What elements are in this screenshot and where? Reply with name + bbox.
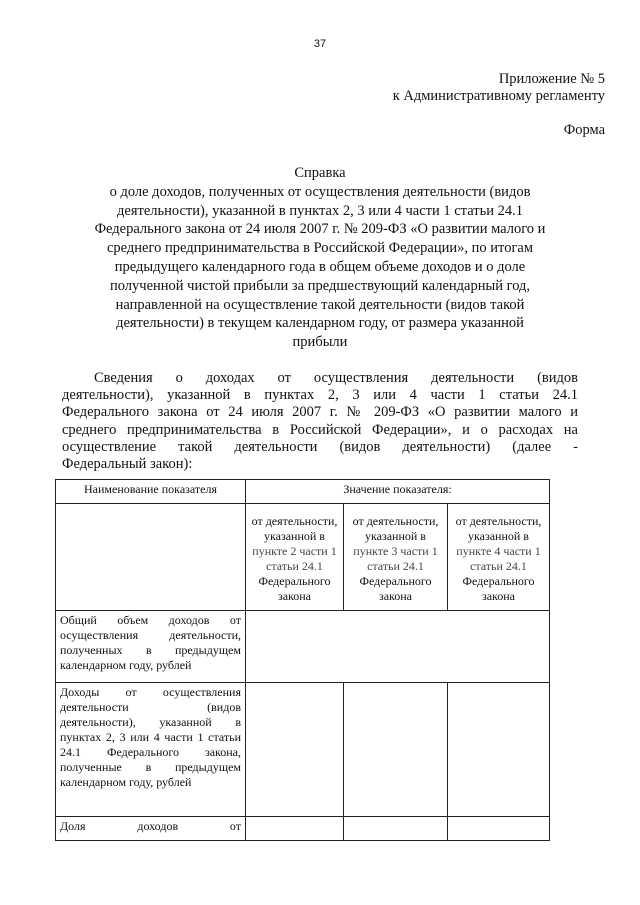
- subheader-point-4: от деятельности, указанной в пункте 4 части 1 статьи 24.1 Федерального закона: [448, 504, 550, 611]
- title-line: прибыли: [292, 334, 348, 351]
- subheader-point-2: от деятельности, указанной в пункте 2 части 1 статьи 24.1 Федерального закона: [246, 504, 344, 611]
- table-subheader-row: [56, 504, 550, 611]
- intro-line: Федерального закона от 24 июля 2007 г. № 209-ФЗ «О развитии малого и: [62, 404, 578, 421]
- title-line: среднего предпринимательства в Российской Федерации», по итогам: [106, 240, 533, 257]
- value-cell-total-income[interactable]: [246, 611, 550, 683]
- row-label-activity-income: Доходы от осуществления деятельности (видов деятельности), указанной в пунктах 2, 3 или 4 части 1 статьи 24.1 Федерального закона, полученные в предыдущем календарном году, рублей: [56, 683, 246, 817]
- row-label-income-share: Доля доходов от: [56, 817, 246, 841]
- col-name-header: Наименование показателя: [56, 480, 246, 504]
- intro-line: среднего предпринимательства в Российской Федерации», и о расходах на: [62, 421, 578, 438]
- value-cell-point-2[interactable]: [246, 683, 344, 817]
- table-row: [56, 683, 550, 817]
- annex-title: Приложение № 5: [498, 71, 605, 87]
- annex-subtitle: к Административному регламенту: [392, 88, 605, 104]
- intro-line: Сведения о доходах от осуществления деятельности (видов: [94, 370, 578, 386]
- table-row: [56, 817, 550, 841]
- document-title: [62, 164, 578, 352]
- title-line: о доле доходов, полученных от осуществления деятельности (видов: [109, 183, 531, 200]
- title-line: Справка: [294, 165, 346, 181]
- title-line: предыдущего календарного года в общем объеме доходов и о доле: [114, 258, 526, 275]
- table-header-row: [56, 480, 550, 504]
- title-line: деятельности), указанной в пунктах 2, 3 или 4 части 1 статьи 24.1: [117, 202, 523, 219]
- intro-paragraph: [62, 370, 578, 473]
- title-line: направленной на осуществление такой деятельности (видов такой: [115, 296, 525, 313]
- empty-header-cell: [56, 504, 246, 611]
- title-line: полученной чистой прибыли за предшествующий календарный год,: [109, 277, 531, 294]
- intro-line: деятельности), указанной в пунктах 2, 3 или 4 части 1 статьи 24.1: [62, 387, 578, 404]
- page-number: 37: [313, 38, 327, 50]
- value-cell-share-point-4[interactable]: [448, 817, 550, 841]
- row-label-total-income: Общий объем доходов от осуществления деятельности, полученных в предыдущем календарном году, рублей: [56, 611, 246, 683]
- form-label: Форма: [563, 122, 605, 138]
- value-cell-point-3[interactable]: [344, 683, 448, 817]
- title-line: деятельности) в текущем календарном году, от размера указанной: [116, 315, 524, 332]
- intro-line: Федеральный закон):: [62, 456, 193, 473]
- indicators-table: [55, 479, 550, 841]
- col-value-header: Значение показателя:: [246, 480, 550, 504]
- table-row: [56, 611, 550, 683]
- value-cell-share-point-2[interactable]: [246, 817, 344, 841]
- value-cell-share-point-3[interactable]: [344, 817, 448, 841]
- subheader-point-3: от деятельности, указанной в пункте 3 части 1 статьи 24.1 Федерального закона: [344, 504, 448, 611]
- value-cell-point-4[interactable]: [448, 683, 550, 817]
- intro-line: осуществление такой деятельности (видов деятельности) (далее -: [62, 438, 578, 455]
- title-line: Федерального закона от 24 июля 2007 г. № 209-ФЗ «О развитии малого и: [94, 221, 546, 238]
